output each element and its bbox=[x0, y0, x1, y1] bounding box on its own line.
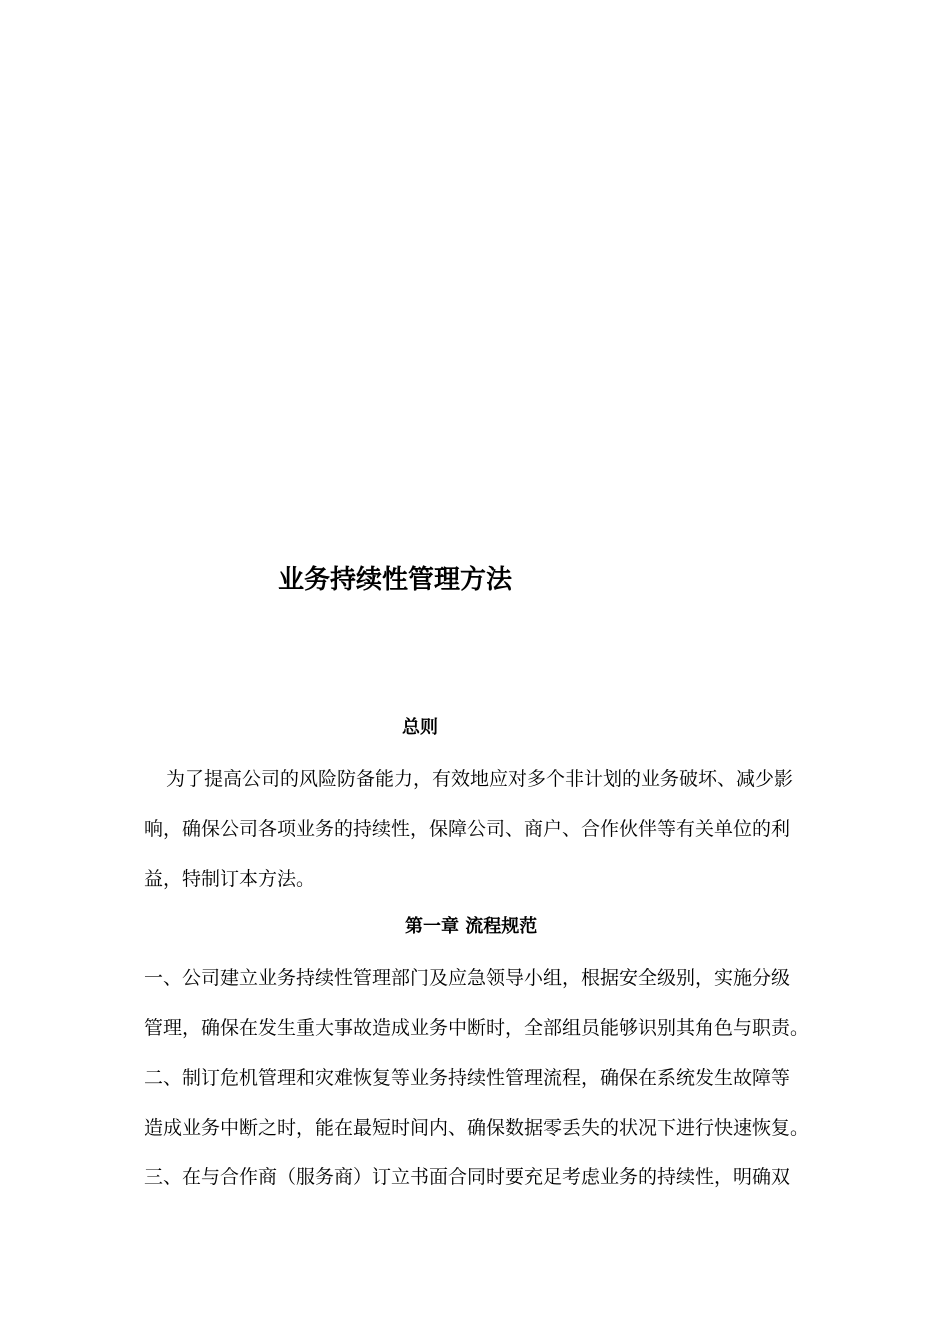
paragraph-line: 益，特制订本方法。 bbox=[144, 868, 316, 890]
paragraph-line: 管理，确保在发生重大事故造成业务中断时，全部组员能够识别其角色与职责。 bbox=[144, 1017, 810, 1039]
paragraph-line: 为了提高公司的风险防备能力，有效地应对多个非计划的业务破坏、减少影 bbox=[166, 768, 794, 790]
paragraph-line: 三、在与合作商（服务商）订立书面合同时要充足考虑业务的持续性，明确双 bbox=[144, 1166, 791, 1188]
paragraph-line: 响，确保公司各项业务的持续性，保障公司、商户、合作伙伴等有关单位的利 bbox=[144, 818, 791, 840]
paragraph-line: 造成业务中断之时，能在最短时间内、确保数据零丢失的状况下进行快速恢复。 bbox=[144, 1117, 810, 1139]
paragraph-line: 二、制订危机管理和灾难恢复等业务持续性管理流程，确保在系统发生故障等 bbox=[144, 1067, 791, 1089]
paragraph-line: 一、公司建立业务持续性管理部门及应急领导小组，根据安全级别，实施分级 bbox=[144, 967, 791, 989]
section-heading-general: 总则 bbox=[402, 717, 438, 738]
section-heading-chapter-1: 第一章 流程规范 bbox=[405, 916, 538, 937]
document-title: 业务持续性管理方法 bbox=[278, 565, 513, 595]
